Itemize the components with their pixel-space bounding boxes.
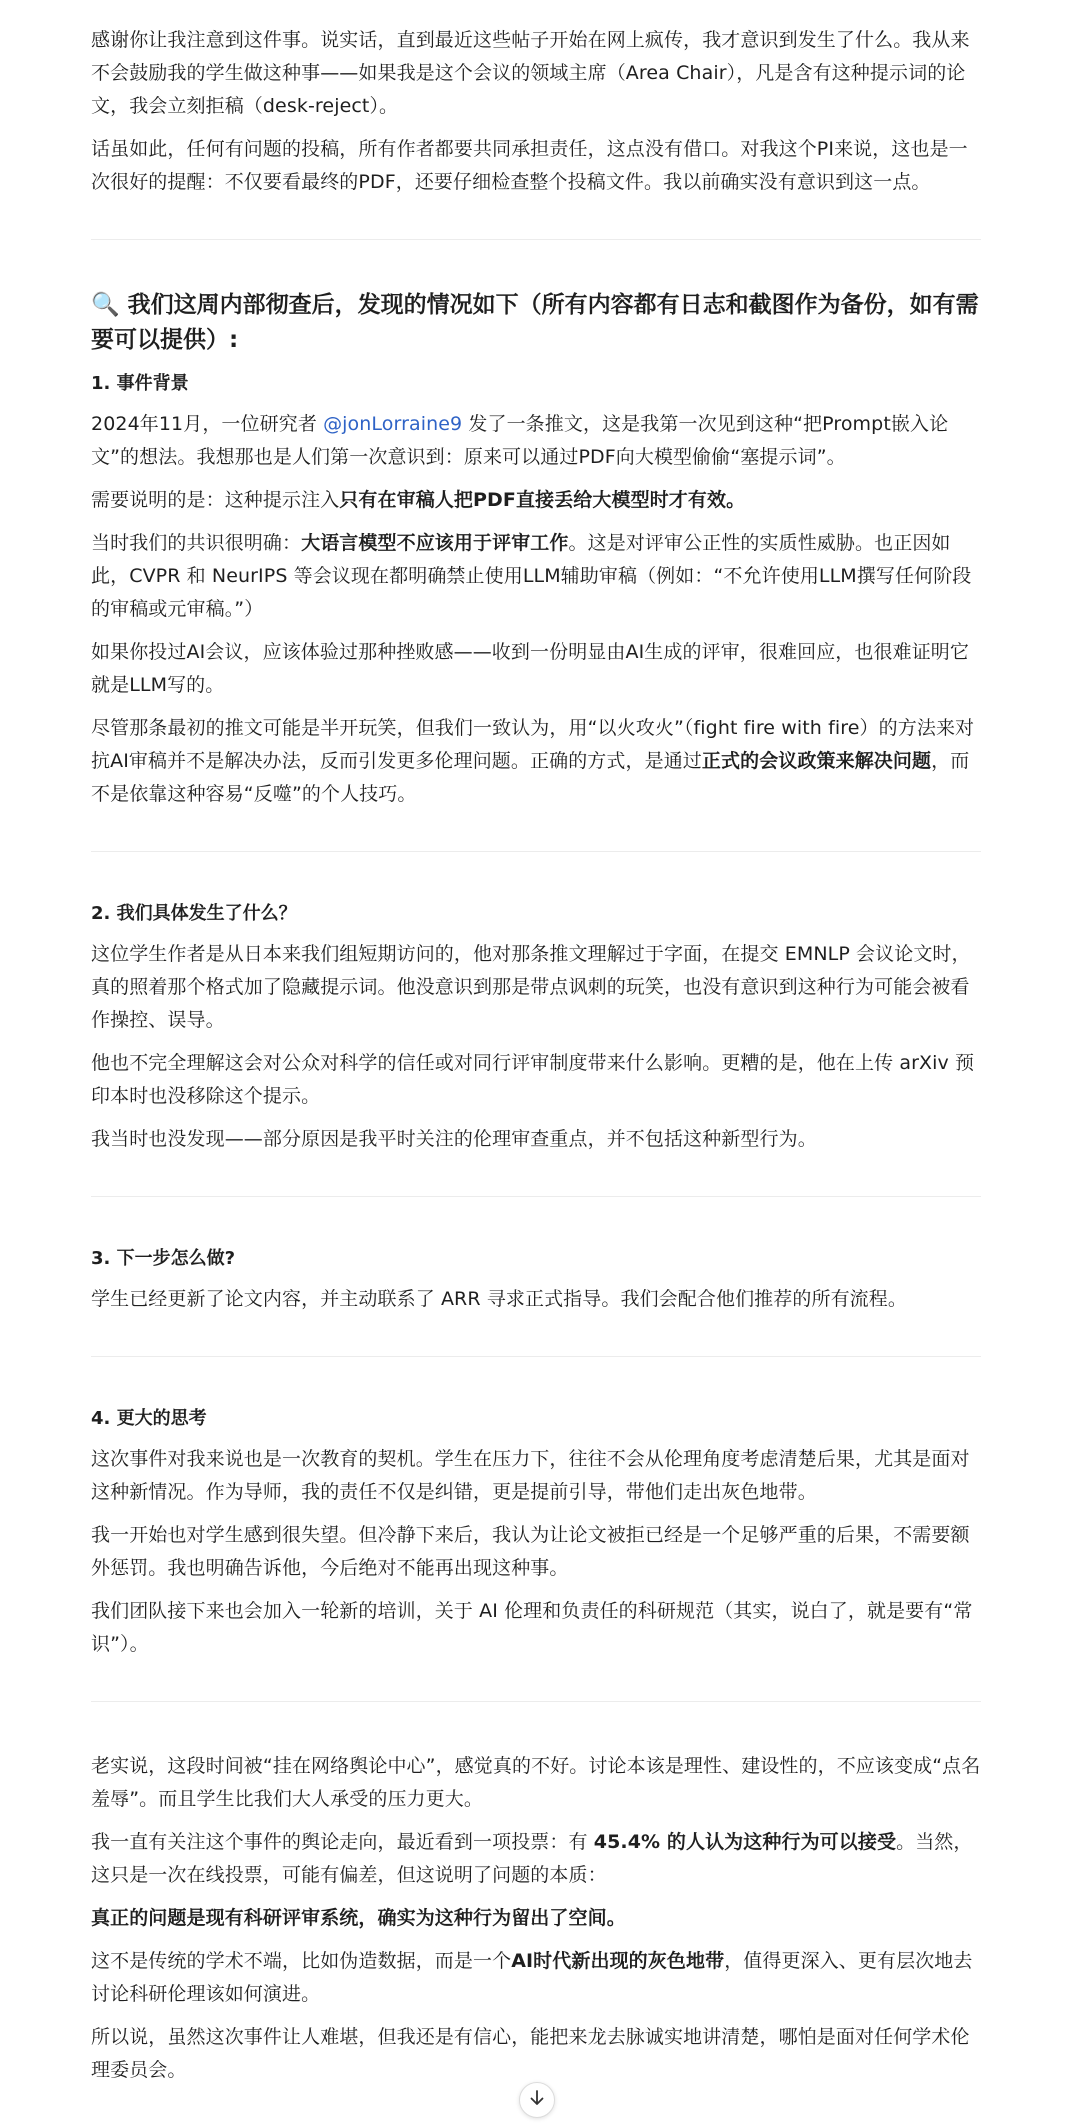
intro-paragraph-1: 感谢你让我注意到这件事。说实话，直到最近这些帖子开始在网上疯传，我才意识到发生了什么。我从来不会鼓励我的学生做这种事——如果我是这个会议的领域主席（Area Chair），凡是含有这种提示词的论文，我会立刻拒稿（desk-reject）。 [91,29,970,117]
closing-paragraph-5: 所以说，虽然这次事件让人难堪，但我还是有信心，能把来龙去脉诚实地讲清楚，哪怕是面对任何学术伦理委员会。 [91,2026,970,2081]
section-3-paragraph-1: 学生已经更新了论文内容，并主动联系了 ARR 寻求正式指导。我们会配合他们推荐的所有流程。 [91,1288,907,1310]
section-1-paragraph-4: 如果你投过AI会议，应该体验过那种挫败感——收到一份明显由AI生成的评审，很难回应，也很难证明它就是LLM写的。 [91,641,970,696]
section-2-title: 2. 我们具体发生了什么？ [91,903,297,924]
closing-paragraph-2: 我一直有关注这个事件的舆论走向，最近看到一项投票：有 45.4% 的人认为这种行为可以接受。当然，这只是一次在线投票，可能有偏差，但这说明了问题的本质： [91,1831,973,1886]
section-4-paragraph-2: 我一开始也对学生感到很失望。但冷静下来后，我认为让论文被拒已经是一个足够严重的后果，不需要额外惩罚。我也明确告诉他，今后绝对不能再出现这种事。 [91,1524,970,1579]
divider [91,239,981,240]
divider [91,1356,981,1357]
section-2-paragraph-1: 这位学生作者是从日本来我们组短期访问的，他对那条推文理解过于字面，在提交 EMNLP 会议论文时，真的照着那个格式加了隐藏提示词。他没意识到那是带点讽刺的玩笑，也没有意识到这种行为可能会被看作操控、误导。 [91,943,971,1031]
section-4-title: 4. 更大的思考 [91,1408,207,1429]
closing-paragraph-3: 真正的问题是现有科研评审系统，确实为这种行为留出了空间。 [91,1907,626,1929]
section-3-title: 3. 下一步怎么做? [91,1248,236,1269]
section-1-paragraph-3: 当时我们的共识很明确：大语言模型不应该用于评审工作。这是对评审公正性的实质性威胁。也正因如此，CVPR 和 NeurIPS 等会议现在都明确禁止使用LLM辅助审稿（例如：“不允许使用LLM撰写任何阶段的审稿或元审稿。”） [91,532,972,620]
closing-paragraph-4: 这不是传统的学术不端，比如伪造数据，而是一个AI时代新出现的灰色地带，值得更深入、更有层次地去讨论科研伦理该如何演进。 [91,1950,973,2005]
article-body [91,24,981,2097]
twitter-handle-link[interactable]: @jonLorraine9 [323,413,463,435]
closing-paragraph-1: 老实说，这段时间被“挂在网络舆论中心”，感觉真的不好。讨论本该是理性、建设性的，不应该变成“点名羞辱”。而且学生比我们大人承受的压力更大。 [91,1755,981,1810]
section-1-paragraph-2: 需要说明的是：这种提示注入只有在审稿人把PDF直接丢给大模型时才有效。 [91,489,746,511]
intro-paragraph-2: 话虽如此，任何有问题的投稿，所有作者都要共同承担责任，这点没有借口。对我这个PI来说，这也是一次很好的提醒：不仅要看最终的PDF，还要仔细检查整个投稿文件。我以前确实没有意识到这一点。 [91,138,968,193]
section-4-paragraph-1: 这次事件对我来说也是一次教育的契机。学生在压力下，往往不会从伦理角度考虑清楚后果，尤其是面对这种新情况。作为导师，我的责任不仅是纠错，更是提前引导，带他们走出灰色地带。 [91,1448,970,1503]
divider [91,1196,981,1197]
findings-heading-text: 我们这周内部彻查后，发现的情况如下（所有内容都有日志和截图作为备份，如有需要可以提供）: [91,292,979,353]
findings-heading [91,288,981,358]
section-1-paragraph-5: 尽管那条最初的推文可能是半开玩笑，但我们一致认为，用“以火攻火”（fight fire with fire）的方法来对抗AI审稿并不是解决办法，反而引发更多伦理问题。正确的方式，是通过正式的会议政策来解决问题，而不是依靠这种容易“反噬”的个人技巧。 [91,717,975,805]
scroll-to-bottom-button[interactable] [519,2082,555,2118]
section-2-paragraph-2: 他也不完全理解这会对公众对科学的信任或对同行评审制度带来什么影响。更糟的是，他在上传 arXiv 预印本时也没移除这个提示。 [91,1052,975,1107]
arrow-down-icon [528,2089,546,2111]
divider [91,851,981,852]
section-1-paragraph-1: 2024年11月，一位研究者 @jonLorraine9 发了一条推文，这是我第一次见到这种“把Prompt嵌入论文”的想法。我想那也是人们第一次意识到：原来可以通过PDF向大模型偷偷“塞提示词”。 [91,413,949,468]
divider [91,1701,981,1702]
section-4-paragraph-3: 我们团队接下来也会加入一轮新的培训，关于 AI 伦理和负责任的科研规范（其实，说白了，就是要有“常识”）。 [91,1600,973,1655]
magnifier-icon: 🔍 [91,292,120,318]
section-1-title: 1. 事件背景 [91,373,189,394]
section-2-paragraph-3: 我当时也没发现——部分原因是我平时关注的伦理审查重点，并不包括这种新型行为。 [91,1128,817,1150]
